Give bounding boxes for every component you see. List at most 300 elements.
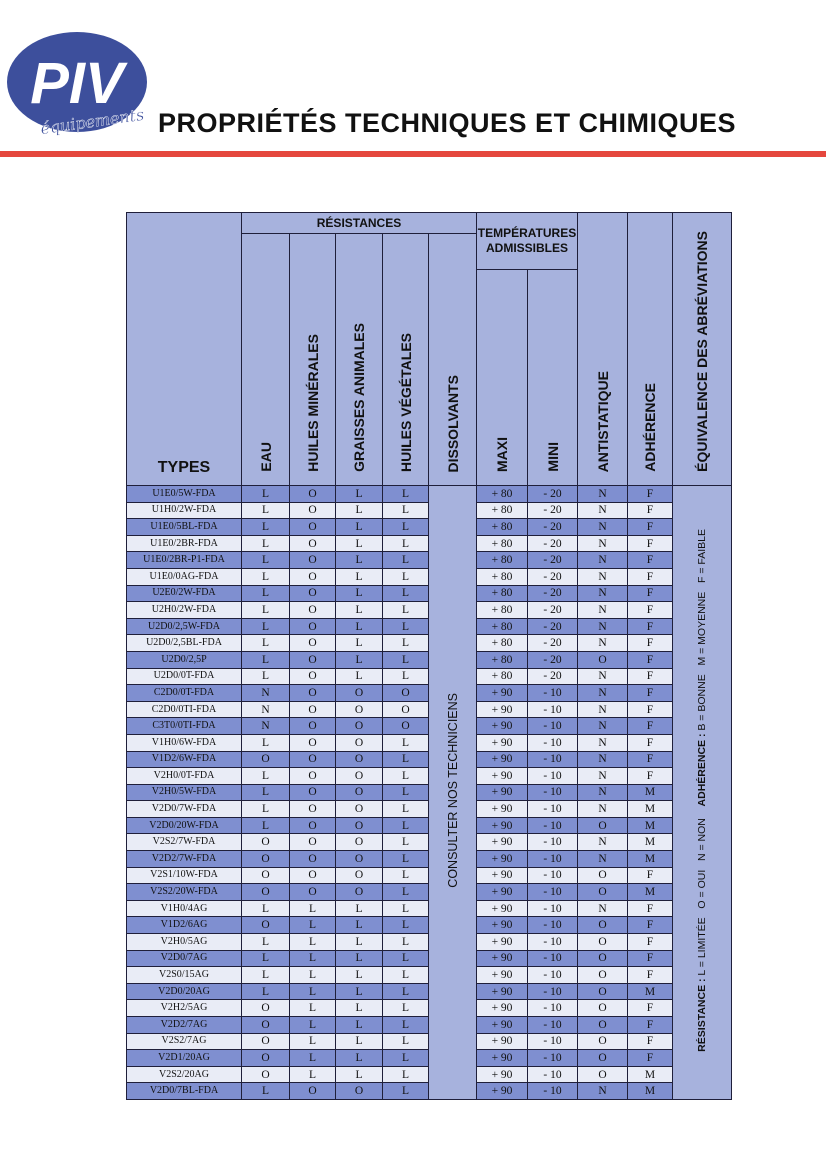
antistatique-cell: O xyxy=(578,1050,628,1067)
antistatique-cell: N xyxy=(578,718,628,735)
col-mini: MINI xyxy=(528,270,578,486)
graisses-animales-cell: O xyxy=(336,701,383,718)
graisses-animales-cell: O xyxy=(336,1083,383,1100)
huiles-vegetales-cell: L xyxy=(383,867,429,884)
antistatique-cell: O xyxy=(578,817,628,834)
huiles-vegetales-cell: L xyxy=(383,519,429,536)
maxi-cell: + 90 xyxy=(477,801,528,818)
antistatique-cell: N xyxy=(578,568,628,585)
eau-cell: L xyxy=(242,568,290,585)
huiles-minerales-cell: L xyxy=(290,1050,336,1067)
maxi-cell: + 90 xyxy=(477,1083,528,1100)
adherence-cell: F xyxy=(628,602,673,619)
huiles-minerales-cell: O xyxy=(290,768,336,785)
graisses-animales-cell: L xyxy=(336,552,383,569)
mini-cell: - 20 xyxy=(528,651,578,668)
huiles-minerales-cell: L xyxy=(290,967,336,984)
antistatique-cell: O xyxy=(578,1033,628,1050)
maxi-cell: + 90 xyxy=(477,900,528,917)
type-cell: U2D0/2,5BL-FDA xyxy=(127,635,242,652)
type-cell: V1D2/6AG xyxy=(127,917,242,934)
eau-cell: L xyxy=(242,768,290,785)
type-cell: V2H0/0T-FDA xyxy=(127,768,242,785)
type-cell: V1H0/4AG xyxy=(127,900,242,917)
mini-cell: - 20 xyxy=(528,668,578,685)
graisses-animales-cell: L xyxy=(336,635,383,652)
maxi-cell: + 90 xyxy=(477,685,528,702)
adherence-cell: F xyxy=(628,768,673,785)
adherence-cell: M xyxy=(628,884,673,901)
type-cell: V1D2/6W-FDA xyxy=(127,751,242,768)
huiles-vegetales-cell: L xyxy=(383,602,429,619)
mini-cell: - 10 xyxy=(528,768,578,785)
type-cell: V2D0/7BL-FDA xyxy=(127,1083,242,1100)
huiles-minerales-cell: O xyxy=(290,718,336,735)
graisses-animales-cell: O xyxy=(336,867,383,884)
antistatique-cell: N xyxy=(578,834,628,851)
antistatique-cell: N xyxy=(578,851,628,868)
mini-cell: - 10 xyxy=(528,718,578,735)
graisses-animales-cell: O xyxy=(336,685,383,702)
huiles-minerales-cell: L xyxy=(290,900,336,917)
maxi-cell: + 80 xyxy=(477,602,528,619)
type-cell: U1E0/0AG-FDA xyxy=(127,568,242,585)
huiles-vegetales-cell: L xyxy=(383,585,429,602)
maxi-cell: + 90 xyxy=(477,784,528,801)
mini-cell: - 10 xyxy=(528,983,578,1000)
graisses-animales-cell: O xyxy=(336,734,383,751)
maxi-cell: + 90 xyxy=(477,967,528,984)
huiles-minerales-cell: O xyxy=(290,701,336,718)
huiles-minerales-cell: L xyxy=(290,1017,336,1034)
huiles-vegetales-cell: L xyxy=(383,900,429,917)
graisses-animales-cell: O xyxy=(336,851,383,868)
eau-cell: L xyxy=(242,519,290,536)
mini-cell: - 10 xyxy=(528,1017,578,1034)
type-cell: V2S2/20W-FDA xyxy=(127,884,242,901)
maxi-cell: + 90 xyxy=(477,867,528,884)
maxi-cell: + 90 xyxy=(477,1017,528,1034)
antistatique-cell: N xyxy=(578,618,628,635)
type-cell: U2D0/2,5W-FDA xyxy=(127,618,242,635)
huiles-minerales-cell: O xyxy=(290,817,336,834)
huiles-vegetales-cell: L xyxy=(383,1050,429,1067)
huiles-vegetales-cell: L xyxy=(383,1017,429,1034)
mini-cell: - 20 xyxy=(528,552,578,569)
eau-cell: N xyxy=(242,701,290,718)
mini-cell: - 10 xyxy=(528,950,578,967)
mini-cell: - 10 xyxy=(528,934,578,951)
mini-cell: - 10 xyxy=(528,1083,578,1100)
type-cell: V2D0/20W-FDA xyxy=(127,817,242,834)
mini-cell: - 10 xyxy=(528,867,578,884)
eau-cell: L xyxy=(242,486,290,503)
huiles-vegetales-cell: O xyxy=(383,701,429,718)
antistatique-cell: O xyxy=(578,950,628,967)
eau-cell: L xyxy=(242,651,290,668)
mini-cell: - 20 xyxy=(528,535,578,552)
type-cell: U2E0/2W-FDA xyxy=(127,585,242,602)
type-cell: U2D0/2,5P xyxy=(127,651,242,668)
huiles-minerales-cell: L xyxy=(290,917,336,934)
col-huiles-vegetales: HUILES VÉGÉTALES xyxy=(383,234,429,486)
huiles-minerales-cell: O xyxy=(290,734,336,751)
huiles-vegetales-cell: L xyxy=(383,801,429,818)
antistatique-cell: N xyxy=(578,635,628,652)
header-divider xyxy=(0,151,826,157)
graisses-animales-cell: L xyxy=(336,967,383,984)
huiles-vegetales-cell: L xyxy=(383,552,429,569)
adherence-cell: F xyxy=(628,1000,673,1017)
eau-cell: L xyxy=(242,585,290,602)
type-cell: V2S0/15AG xyxy=(127,967,242,984)
adherence-cell: F xyxy=(628,685,673,702)
dissolvants-note: CONSULTER NOS TECHNICIENS xyxy=(429,486,477,1100)
maxi-cell: + 90 xyxy=(477,983,528,1000)
eau-cell: L xyxy=(242,983,290,1000)
antistatique-cell: N xyxy=(578,668,628,685)
type-cell: V2S1/10W-FDA xyxy=(127,867,242,884)
mini-cell: - 10 xyxy=(528,851,578,868)
huiles-vegetales-cell: L xyxy=(383,834,429,851)
antistatique-cell: N xyxy=(578,751,628,768)
huiles-vegetales-cell: L xyxy=(383,751,429,768)
adherence-cell: M xyxy=(628,801,673,818)
huiles-minerales-cell: O xyxy=(290,585,336,602)
graisses-animales-cell: O xyxy=(336,884,383,901)
temperatures-group-header xyxy=(477,213,578,270)
graisses-animales-cell: L xyxy=(336,1033,383,1050)
huiles-minerales-cell: O xyxy=(290,602,336,619)
mini-cell: - 10 xyxy=(528,685,578,702)
graisses-animales-cell: L xyxy=(336,486,383,503)
type-cell: V2H0/5AG xyxy=(127,934,242,951)
antistatique-cell: N xyxy=(578,784,628,801)
graisses-animales-cell: O xyxy=(336,718,383,735)
eau-cell: L xyxy=(242,618,290,635)
antistatique-cell: N xyxy=(578,1083,628,1100)
maxi-cell: + 80 xyxy=(477,568,528,585)
mini-cell: - 10 xyxy=(528,817,578,834)
adherence-cell: F xyxy=(628,585,673,602)
graisses-animales-cell: L xyxy=(336,519,383,536)
eau-cell: L xyxy=(242,734,290,751)
mini-cell: - 10 xyxy=(528,967,578,984)
adherence-cell: F xyxy=(628,486,673,503)
type-cell: V2S2/20AG xyxy=(127,1066,242,1083)
mini-cell: - 10 xyxy=(528,900,578,917)
graisses-animales-cell: O xyxy=(336,834,383,851)
graisses-animales-cell: O xyxy=(336,768,383,785)
eau-cell: O xyxy=(242,1000,290,1017)
huiles-minerales-cell: O xyxy=(290,519,336,536)
antistatique-cell: N xyxy=(578,535,628,552)
huiles-minerales-cell: L xyxy=(290,1000,336,1017)
eau-cell: N xyxy=(242,718,290,735)
graisses-animales-cell: L xyxy=(336,950,383,967)
maxi-cell: + 80 xyxy=(477,552,528,569)
svg-text:équipements: équipements xyxy=(39,104,146,139)
adherence-cell: F xyxy=(628,618,673,635)
graisses-animales-cell: L xyxy=(336,1000,383,1017)
huiles-minerales-cell: O xyxy=(290,486,336,503)
legend-resistance-text: L = LIMITÉE O = OUI N = NON xyxy=(696,818,708,976)
huiles-vegetales-cell: L xyxy=(383,784,429,801)
mini-cell: - 10 xyxy=(528,917,578,934)
huiles-minerales-cell: O xyxy=(290,884,336,901)
huiles-minerales-cell: O xyxy=(290,618,336,635)
huiles-vegetales-cell: L xyxy=(383,1000,429,1017)
antistatique-cell: O xyxy=(578,967,628,984)
table-row xyxy=(127,486,732,503)
eau-cell: L xyxy=(242,502,290,519)
mini-cell: - 20 xyxy=(528,519,578,536)
antistatique-cell: O xyxy=(578,884,628,901)
adherence-cell: M xyxy=(628,1083,673,1100)
antistatique-cell: N xyxy=(578,801,628,818)
mini-cell: - 20 xyxy=(528,635,578,652)
antistatique-cell: N xyxy=(578,602,628,619)
eau-cell: O xyxy=(242,1017,290,1034)
adherence-cell: F xyxy=(628,950,673,967)
type-cell: V2D1/20AG xyxy=(127,1050,242,1067)
mini-cell: - 20 xyxy=(528,502,578,519)
maxi-cell: + 80 xyxy=(477,502,528,519)
huiles-vegetales-cell: O xyxy=(383,685,429,702)
col-eau: EAU xyxy=(242,234,290,486)
graisses-animales-cell: L xyxy=(336,618,383,635)
mini-cell: - 10 xyxy=(528,784,578,801)
huiles-minerales-cell: O xyxy=(290,801,336,818)
maxi-cell: + 80 xyxy=(477,486,528,503)
col-adherence: ADHÉRENCE xyxy=(628,213,673,486)
graisses-animales-cell: L xyxy=(336,1017,383,1034)
legend-adherence-text: B = BONNE M = MOYENNE F = FAIBLE xyxy=(696,529,708,731)
mini-cell: - 10 xyxy=(528,734,578,751)
maxi-cell: + 90 xyxy=(477,884,528,901)
graisses-animales-cell: O xyxy=(336,751,383,768)
eau-cell: L xyxy=(242,900,290,917)
graisses-animales-cell: L xyxy=(336,535,383,552)
huiles-minerales-cell: L xyxy=(290,1066,336,1083)
eau-cell: L xyxy=(242,552,290,569)
adherence-cell: F xyxy=(628,651,673,668)
mini-cell: - 10 xyxy=(528,1000,578,1017)
huiles-vegetales-cell: L xyxy=(383,1066,429,1083)
antistatique-cell: O xyxy=(578,917,628,934)
eau-cell: O xyxy=(242,851,290,868)
huiles-minerales-cell: O xyxy=(290,502,336,519)
huiles-vegetales-cell: L xyxy=(383,817,429,834)
adherence-cell: M xyxy=(628,851,673,868)
antistatique-cell: N xyxy=(578,502,628,519)
type-cell: U1E0/2BR-FDA xyxy=(127,535,242,552)
huiles-vegetales-cell: L xyxy=(383,950,429,967)
graisses-animales-cell: L xyxy=(336,983,383,1000)
huiles-vegetales-cell: L xyxy=(383,983,429,1000)
eau-cell: O xyxy=(242,917,290,934)
adherence-cell: F xyxy=(628,734,673,751)
antistatique-cell: N xyxy=(578,701,628,718)
huiles-minerales-cell: L xyxy=(290,1033,336,1050)
col-equivalence: ÉQUIVALENCE DES ABRÉVIATIONS xyxy=(673,213,732,486)
huiles-vegetales-cell: L xyxy=(383,651,429,668)
huiles-vegetales-cell: L xyxy=(383,967,429,984)
adherence-cell: M xyxy=(628,983,673,1000)
huiles-minerales-cell: O xyxy=(290,635,336,652)
adherence-cell: F xyxy=(628,867,673,884)
eau-cell: O xyxy=(242,867,290,884)
huiles-vegetales-cell: L xyxy=(383,1083,429,1100)
antistatique-cell: N xyxy=(578,685,628,702)
mini-cell: - 20 xyxy=(528,568,578,585)
maxi-cell: + 90 xyxy=(477,1050,528,1067)
antistatique-cell: N xyxy=(578,519,628,536)
mini-cell: - 20 xyxy=(528,585,578,602)
maxi-cell: + 90 xyxy=(477,751,528,768)
col-dissolvants: DISSOLVANTS xyxy=(429,234,477,486)
mini-cell: - 10 xyxy=(528,834,578,851)
maxi-cell: + 90 xyxy=(477,768,528,785)
huiles-vegetales-cell: L xyxy=(383,486,429,503)
adherence-cell: F xyxy=(628,1017,673,1034)
eau-cell: O xyxy=(242,751,290,768)
type-cell: U2D0/0T-FDA xyxy=(127,668,242,685)
huiles-minerales-cell: O xyxy=(290,867,336,884)
maxi-cell: + 90 xyxy=(477,718,528,735)
maxi-cell: + 90 xyxy=(477,1000,528,1017)
huiles-vegetales-cell: L xyxy=(383,618,429,635)
adherence-cell: F xyxy=(628,635,673,652)
antistatique-cell: O xyxy=(578,983,628,1000)
mini-cell: - 10 xyxy=(528,1033,578,1050)
huiles-minerales-cell: O xyxy=(290,568,336,585)
maxi-cell: + 80 xyxy=(477,651,528,668)
mini-cell: - 20 xyxy=(528,602,578,619)
graisses-animales-cell: L xyxy=(336,934,383,951)
temperatures-line-1: TEMPÉRATURES xyxy=(477,226,577,240)
huiles-vegetales-cell: L xyxy=(383,917,429,934)
graisses-animales-cell: O xyxy=(336,784,383,801)
graisses-animales-cell: L xyxy=(336,1066,383,1083)
eau-cell: O xyxy=(242,1066,290,1083)
mini-cell: - 10 xyxy=(528,801,578,818)
antistatique-cell: O xyxy=(578,1017,628,1034)
type-cell: V2S2/7W-FDA xyxy=(127,834,242,851)
huiles-vegetales-cell: L xyxy=(383,851,429,868)
huiles-minerales-cell: O xyxy=(290,834,336,851)
types-header: TYPES xyxy=(127,213,242,486)
antistatique-cell: O xyxy=(578,867,628,884)
type-cell: U1E0/2BR-P1-FDA xyxy=(127,552,242,569)
type-cell: U1E0/5BL-FDA xyxy=(127,519,242,536)
antistatique-cell: N xyxy=(578,585,628,602)
huiles-minerales-cell: O xyxy=(290,1083,336,1100)
adherence-cell: F xyxy=(628,934,673,951)
graisses-animales-cell: L xyxy=(336,568,383,585)
antistatique-cell: O xyxy=(578,1066,628,1083)
type-cell: U1H0/2W-FDA xyxy=(127,502,242,519)
maxi-cell: + 80 xyxy=(477,668,528,685)
eau-cell: L xyxy=(242,801,290,818)
maxi-cell: + 90 xyxy=(477,917,528,934)
huiles-minerales-cell: L xyxy=(290,934,336,951)
type-cell: V2D2/7AG xyxy=(127,1017,242,1034)
graisses-animales-cell: O xyxy=(336,801,383,818)
huiles-minerales-cell: O xyxy=(290,651,336,668)
mini-cell: - 10 xyxy=(528,884,578,901)
eau-cell: L xyxy=(242,817,290,834)
antistatique-cell: O xyxy=(578,934,628,951)
type-cell: V2H0/5W-FDA xyxy=(127,784,242,801)
antistatique-cell: N xyxy=(578,486,628,503)
piv-logo xyxy=(5,27,155,139)
eau-cell: O xyxy=(242,834,290,851)
eau-cell: L xyxy=(242,950,290,967)
eau-cell: O xyxy=(242,1050,290,1067)
table-body xyxy=(127,486,732,1100)
page-title: PROPRIÉTÉS TECHNIQUES ET CHIMIQUES xyxy=(158,108,737,138)
huiles-vegetales-cell: O xyxy=(383,718,429,735)
maxi-cell: + 90 xyxy=(477,817,528,834)
eau-cell: O xyxy=(242,1033,290,1050)
type-cell: V2D0/20AG xyxy=(127,983,242,1000)
eau-cell: L xyxy=(242,967,290,984)
adherence-cell: M xyxy=(628,834,673,851)
antistatique-cell: O xyxy=(578,651,628,668)
huiles-vegetales-cell: L xyxy=(383,884,429,901)
graisses-animales-cell: L xyxy=(336,917,383,934)
maxi-cell: + 90 xyxy=(477,734,528,751)
graisses-animales-cell: O xyxy=(336,817,383,834)
antistatique-cell: N xyxy=(578,552,628,569)
abbreviations-legend xyxy=(673,486,732,1100)
adherence-cell: F xyxy=(628,552,673,569)
type-cell: U2H0/2W-FDA xyxy=(127,602,242,619)
legend-adherence-label: ADHÉRENCE : xyxy=(696,733,708,807)
maxi-cell: + 80 xyxy=(477,635,528,652)
maxi-cell: + 90 xyxy=(477,950,528,967)
eau-cell: L xyxy=(242,535,290,552)
maxi-cell: + 90 xyxy=(477,834,528,851)
resistances-group-header: RÉSISTANCES xyxy=(242,213,477,234)
huiles-minerales-cell: O xyxy=(290,668,336,685)
graisses-animales-cell: L xyxy=(336,585,383,602)
adherence-cell: F xyxy=(628,668,673,685)
type-cell: V2D2/7W-FDA xyxy=(127,851,242,868)
legend-resistance-label: RÉSISTANCE : xyxy=(696,978,708,1052)
type-cell: U1E0/5W-FDA xyxy=(127,486,242,503)
eau-cell: L xyxy=(242,1083,290,1100)
eau-cell: L xyxy=(242,668,290,685)
antistatique-cell: N xyxy=(578,900,628,917)
huiles-vegetales-cell: L xyxy=(383,934,429,951)
huiles-vegetales-cell: L xyxy=(383,734,429,751)
eau-cell: O xyxy=(242,884,290,901)
graisses-animales-cell: L xyxy=(336,651,383,668)
eau-cell: N xyxy=(242,685,290,702)
huiles-vegetales-cell: L xyxy=(383,568,429,585)
huiles-minerales-cell: O xyxy=(290,851,336,868)
maxi-cell: + 80 xyxy=(477,618,528,635)
type-cell: V2S2/7AG xyxy=(127,1033,242,1050)
col-huiles-minerales: HUILES MINÉRALES xyxy=(290,234,336,486)
col-graisses-animales: GRAISSES ANIMALES xyxy=(336,234,383,486)
maxi-cell: + 90 xyxy=(477,701,528,718)
huiles-minerales-cell: O xyxy=(290,535,336,552)
maxi-cell: + 90 xyxy=(477,1066,528,1083)
mini-cell: - 10 xyxy=(528,751,578,768)
